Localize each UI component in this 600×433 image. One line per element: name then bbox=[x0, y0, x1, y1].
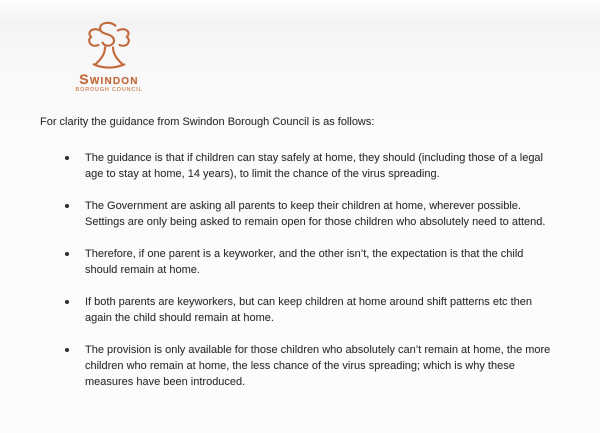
logo-wordmark: Swindon bbox=[79, 71, 139, 87]
logo-subtitle: BOROUGH COUNCIL bbox=[75, 87, 143, 93]
swindon-borough-council-logo bbox=[64, 20, 154, 94]
bullet-text: The Government are asking all parents to keep their children at home, wherever possible. Settings are only being asked to remain open for those children who absolutely need to attend. bbox=[85, 200, 546, 228]
bullet-text: The guidance is that if children can stay safely at home, they should (including those of a legal age to stay at home, 14 years), to limit the chance of the virus spreading. bbox=[85, 152, 543, 180]
bullet-item-5 bbox=[85, 342, 552, 390]
bullet-item-1 bbox=[85, 150, 552, 182]
bullet-text: The provision is only available for those children who absolutely can’t remain at home, the more children who remain at home, the less chance of the virus spreading; which is why these measures have been introduced. bbox=[85, 344, 551, 388]
intro-paragraph: For clarity the guidance from Swindon Borough Council is as follows: bbox=[40, 116, 375, 128]
guidance-bullet-list bbox=[40, 150, 552, 390]
bullet-dot bbox=[65, 348, 69, 352]
bullet-item-2 bbox=[85, 198, 552, 230]
bullet-text: Therefore, if one parent is a keyworker, and the other isn’t, the expectation is that the child should remain at home. bbox=[85, 248, 524, 276]
bullet-dot bbox=[65, 300, 69, 304]
guidance-content bbox=[40, 114, 552, 390]
bullet-dot bbox=[65, 252, 69, 256]
bullet-text: If both parents are keyworkers, but can keep children at home around shift patterns etc then again the child should remain at home. bbox=[85, 296, 532, 324]
bullet-item-3 bbox=[85, 246, 552, 278]
tree-icon bbox=[83, 20, 135, 70]
bullet-dot bbox=[65, 156, 69, 160]
bullet-item-4 bbox=[85, 294, 552, 326]
bullet-dot bbox=[65, 204, 69, 208]
